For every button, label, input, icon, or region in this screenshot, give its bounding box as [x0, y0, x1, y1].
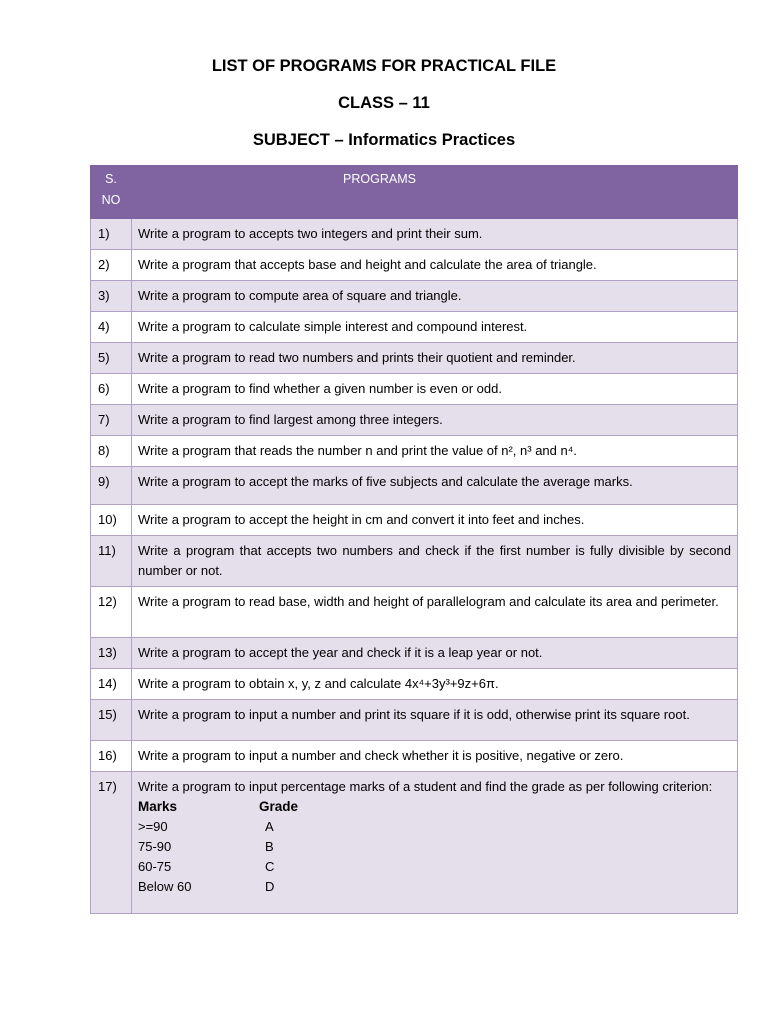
row-number: 12): [91, 587, 132, 638]
grade-value: C: [265, 859, 275, 874]
program-description: [132, 436, 738, 467]
program-text: Write a program to read two numbers and prints their quotient and reminder.: [138, 350, 576, 365]
program-description: [132, 281, 738, 312]
table-row: [91, 741, 738, 772]
table-header-row: [91, 166, 738, 219]
table-row: [91, 436, 738, 467]
table-row: [91, 374, 738, 405]
program-text: Write a program to input a number and print its square if it is odd, otherwise print its square root.: [138, 707, 690, 722]
program-description: [132, 638, 738, 669]
grade-value: B: [265, 839, 274, 854]
table-row: [91, 587, 738, 638]
program-text: Write a program to input percentage marks of a student and find the grade as per following criterion:: [138, 779, 713, 794]
class-line: CLASS – 11: [338, 94, 430, 112]
program-description: [132, 374, 738, 405]
table-row: [91, 467, 738, 505]
program-text: Write a program to accept the height in cm and convert it into feet and inches.: [138, 512, 585, 527]
program-description: [132, 343, 738, 374]
program-text: Write a program to input a number and check whether it is positive, negative or zero.: [138, 748, 624, 763]
program-description: [132, 467, 738, 505]
program-text: Write a program to obtain x, y, z and calculate 4x⁴+3y³+9z+6π.: [138, 676, 499, 691]
table-row: [91, 536, 738, 587]
table-row: [91, 638, 738, 669]
row-number: 14): [91, 669, 132, 700]
program-description: [132, 741, 738, 772]
program-text: Write a program to accept the marks of five subjects and calculate the average marks.: [138, 474, 633, 489]
row-number: 1): [91, 219, 132, 250]
program-text: Write a program that accepts two numbers and check if the first number is fully divisible by second number or not.: [138, 543, 731, 578]
table-row: [91, 772, 738, 914]
table-row: [91, 505, 738, 536]
sno-header-label: S. NO: [101, 172, 121, 207]
grade-value: A: [265, 819, 274, 834]
row-number: 15): [91, 700, 132, 741]
program-description: [132, 405, 738, 436]
row-number: 7): [91, 405, 132, 436]
grade-column-header: Grade: [259, 799, 299, 814]
row-number: 9): [91, 467, 132, 505]
row-number: 10): [91, 505, 132, 536]
grade-row: [138, 837, 731, 857]
row-number: 16): [91, 741, 132, 772]
table-row: [91, 700, 738, 741]
table-row: [91, 281, 738, 312]
row-number: 6): [91, 374, 132, 405]
row-number: 2): [91, 250, 132, 281]
row-number: 3): [91, 281, 132, 312]
program-text: Write a program that reads the number n and print the value of n², n³ and n⁴.: [138, 443, 577, 458]
table-row: [91, 219, 738, 250]
row-number: 4): [91, 312, 132, 343]
program-description: [132, 669, 738, 700]
row-number: 13): [91, 638, 132, 669]
program-description: [132, 587, 738, 638]
program-description: [132, 700, 738, 741]
grade-row: [138, 857, 731, 877]
table-row: [91, 343, 738, 374]
programs-table: [90, 165, 738, 914]
marks-range: Below 60: [138, 879, 192, 894]
table-row: [91, 405, 738, 436]
program-description: [132, 219, 738, 250]
marks-range: 75-90: [138, 839, 172, 854]
program-text: Write a program to accepts two integers and print their sum.: [138, 226, 483, 241]
program-text: Write a program to find whether a given number is even or odd.: [138, 381, 502, 396]
program-description: [132, 250, 738, 281]
document-title: LIST OF PROGRAMS FOR PRACTICAL FILE: [211, 57, 557, 75]
program-text: Write a program to calculate simple interest and compound interest.: [138, 319, 528, 334]
table-row: [91, 669, 738, 700]
marks-range: >=90: [138, 819, 168, 834]
marks-range: 60-75: [138, 859, 172, 874]
table-row: [91, 250, 738, 281]
grade-row: [138, 877, 731, 897]
marks-column-header: Marks: [138, 799, 178, 814]
row-number: 11): [91, 536, 132, 587]
program-description: [132, 505, 738, 536]
grade-table-header: [138, 797, 731, 817]
subject-line: SUBJECT – Informatics Practices: [252, 131, 516, 149]
program-description: [132, 772, 738, 914]
program-text: Write a program to accept the year and check if it is a leap year or not.: [138, 645, 543, 660]
grade-row: [138, 817, 731, 837]
program-text: Write a program to read base, width and height of parallelogram and calculate its area and perimeter.: [138, 594, 719, 609]
program-text: Write a program that accepts base and height and calculate the area of triangle.: [138, 257, 597, 272]
program-description: [132, 312, 738, 343]
grade-value: D: [265, 879, 275, 894]
program-text: Write a program to compute area of square and triangle.: [138, 288, 462, 303]
column-header-programs: PROGRAMS: [132, 166, 738, 219]
program-text: Write a program to find largest among three integers.: [138, 412, 443, 427]
program-description: [132, 536, 738, 587]
row-number: 5): [91, 343, 132, 374]
column-header-sno: [91, 166, 132, 219]
row-number: 17): [91, 772, 132, 914]
row-number: 8): [91, 436, 132, 467]
table-row: [91, 312, 738, 343]
